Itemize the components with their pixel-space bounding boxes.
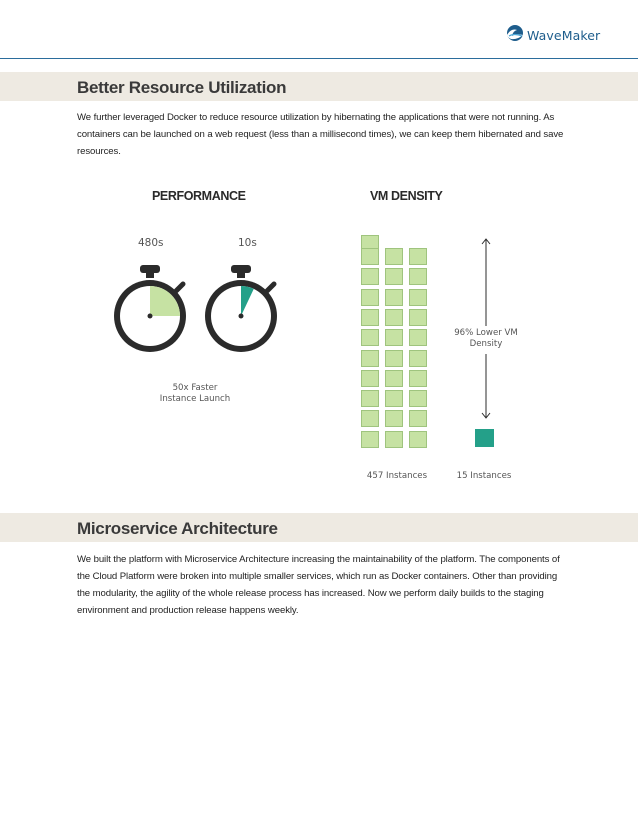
stopwatch-graphics: [105, 260, 295, 360]
vm-cell: [409, 289, 427, 306]
performance-caption: [150, 383, 240, 404]
performance-heading: PERFORMANCE: [152, 189, 246, 203]
vm-cell: [361, 350, 379, 367]
density-caption: [446, 328, 526, 349]
vm-cell: [361, 370, 379, 387]
vm-cell: [361, 309, 379, 326]
vm-density-heading: VM DENSITY: [370, 189, 443, 203]
vm-cell: [361, 410, 379, 427]
section-body-microservice: We built the platform with Microservice Architecture increasing the maintainability of the platform. The components of the Cloud Platform were broken into multiple smaller services, which run as Docker containers. Other than providing the modularity, the agility of the whole release process has increased. Now we perform daily builds to the staging environment and production release happens weekly.: [77, 554, 560, 616]
vm-cell: [409, 350, 427, 367]
vm-cell: [409, 248, 427, 265]
wavemaker-logo: [505, 24, 600, 47]
vm-cell: [409, 410, 427, 427]
vm-cell: [385, 248, 403, 265]
logo-text: WaveMaker: [527, 28, 601, 43]
vm-cell: [385, 410, 403, 427]
vm-cell: [361, 289, 379, 306]
vm-cell: [361, 431, 379, 448]
section-title-resource: Better Resource Utilization: [77, 78, 287, 97]
section-header-resource: [0, 72, 638, 101]
vm-cell: [409, 309, 427, 326]
section-title-microservice: Microservice Architecture: [77, 519, 278, 538]
vm-cell: [409, 268, 427, 285]
performance-caption-line2: Instance Launch: [159, 393, 231, 404]
density-caption-line1: 96% Lower VM: [454, 328, 518, 338]
density-caption-line2: Density: [469, 338, 503, 349]
vm-cell: [361, 329, 379, 346]
stopwatch-480s-icon: [114, 265, 186, 352]
vm-cell: [409, 390, 427, 407]
timer2-label: 10s: [238, 237, 257, 249]
vm-cell: [385, 309, 403, 326]
timer1-label: 480s: [138, 237, 164, 249]
vm-cell: [409, 329, 427, 346]
stopwatch-10s-icon: [205, 265, 277, 352]
vm-15-instances-block: [475, 429, 494, 447]
wave-icon: [505, 24, 525, 47]
vm-cell: [385, 390, 403, 407]
header-divider: [0, 58, 638, 59]
section-body-resource: We further leveraged Docker to reduce resource utilization by hibernating the applications that were not running. As containers can be launched on a web request (less than a millisecond times), we can keep them hibernated and save resources.: [77, 112, 564, 157]
section-header-microservice: [0, 513, 638, 542]
vm-cell: [385, 329, 403, 346]
vm-cell: [385, 289, 403, 306]
vm-cell: [385, 268, 403, 285]
vm-cell: [361, 248, 379, 265]
vm-cell: [385, 431, 403, 448]
vm-cell: [409, 370, 427, 387]
vm-cell: [361, 268, 379, 285]
vm-cell: [409, 431, 427, 448]
right-instances-label: 15 Instances: [456, 471, 512, 481]
performance-caption-line1: 50x Faster: [172, 383, 218, 393]
vm-cell: [385, 370, 403, 387]
left-instances-label: 457 Instances: [366, 471, 428, 481]
vm-cell: [361, 390, 379, 407]
vm-cell: [385, 350, 403, 367]
